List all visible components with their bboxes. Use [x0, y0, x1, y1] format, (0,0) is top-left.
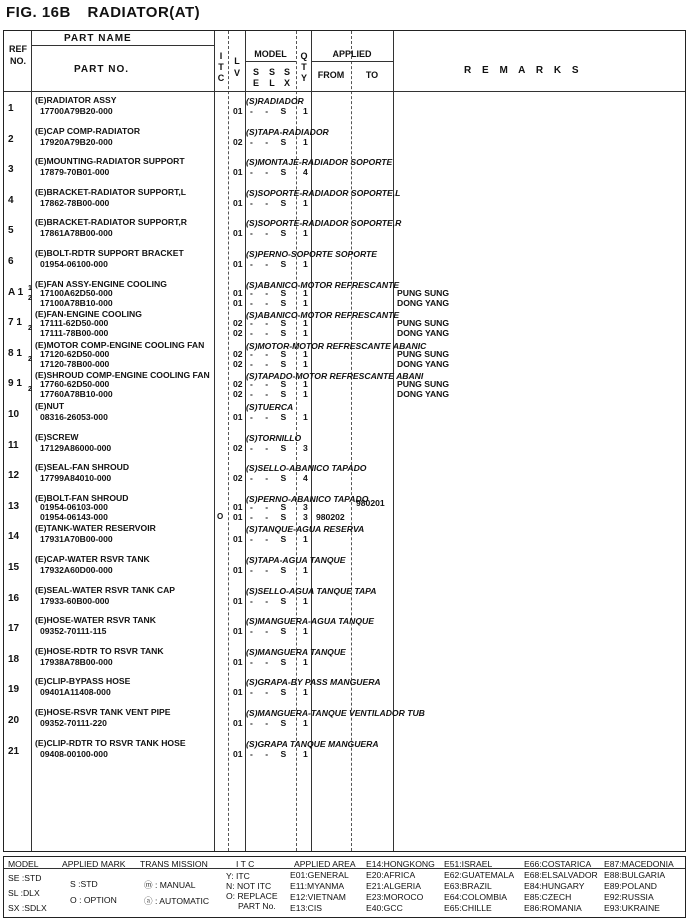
quantity: 1: [303, 412, 308, 422]
ref-number: 4: [8, 194, 14, 206]
spanish-name: (S)MANGUERA TANQUE: [246, 646, 346, 657]
spanish-name: (S)SELLO-ABANICO TAPADO: [246, 463, 367, 474]
table-row: [4, 704, 685, 735]
legend-model: SL :DLX: [8, 888, 40, 898]
model-col-sx: S X: [283, 67, 290, 88]
level: 01: [233, 511, 243, 522]
level: 01: [233, 718, 243, 728]
spanish-name: (S)TUERCA: [246, 402, 294, 412]
ref-number: 3: [8, 164, 14, 176]
part-name: (E)BRACKET-RADIATOR SUPPORT,R: [35, 217, 187, 228]
model-applicability: - - S: [250, 389, 292, 400]
part-number: 01954-06103-000: [40, 501, 108, 512]
level: 01: [233, 167, 243, 178]
table-row: [4, 735, 685, 766]
part-name: (E)NUT: [35, 401, 65, 411]
quantity: 3: [303, 442, 308, 453]
part-name: (E)BOLT-RDTR SUPPORT BRACKET: [35, 248, 184, 258]
header-divider: [31, 45, 214, 46]
area-code: E65:CHILLE: [444, 903, 492, 913]
level: 01: [233, 748, 243, 759]
level: 01: [233, 656, 243, 667]
area-code: E62:GUATEMALA: [444, 870, 515, 880]
level: 02: [233, 358, 243, 369]
ref-number: 1: [8, 103, 14, 114]
level: 02: [233, 379, 243, 390]
model-applicability: - - S: [250, 379, 292, 390]
ref-number: 10: [8, 409, 20, 420]
legend-trans: ⓐ : AUTOMATIC: [144, 896, 210, 906]
spanish-name: (S)SOPORTE-RADIADOR SOPORTE,R: [246, 218, 402, 229]
area-code: E13:CIS: [290, 903, 323, 913]
sub-index: 2: [28, 325, 32, 333]
table-row: [4, 551, 685, 582]
spanish-name: (S)TANQUE-AGUA RESERVA: [246, 524, 365, 535]
remark: PUNG SUNG: [397, 348, 450, 359]
part-name: (E)CAP-WATER RSVR TANK: [35, 554, 150, 564]
model-col-se: S E: [252, 67, 259, 88]
part-name: (E)HOSE-WATER RSVR TANK: [35, 615, 156, 626]
quantity: 1: [303, 534, 308, 545]
table-row: [4, 276, 685, 307]
level: 02: [233, 328, 243, 339]
part-number: 01954-06100-000: [40, 259, 108, 269]
spanish-name: (S)MANGUERA-TANQUE VENTILADOR TUB: [246, 708, 425, 718]
ref-header: REF NO.: [9, 44, 27, 66]
quantity: 1: [303, 595, 308, 606]
quantity: 1: [303, 328, 308, 339]
quantity: 3: [303, 511, 308, 522]
ref-number: 9 1: [8, 378, 22, 390]
table-row: [4, 459, 685, 490]
ref-number: 21: [8, 745, 20, 757]
model-applicability: - - S: [250, 656, 292, 667]
spanish-name: (S)TORNILLO: [246, 432, 302, 443]
table-row: [4, 214, 685, 245]
remark: PUNG SUNG: [397, 287, 450, 298]
ref-number: 16: [8, 592, 20, 604]
level: 02: [233, 473, 243, 484]
model-applicability: - - S: [250, 287, 292, 298]
level: 01: [233, 626, 243, 637]
model-applicability: - - S: [250, 197, 292, 208]
table-row: [4, 123, 685, 154]
legend-area-header: APPLIED AREA: [294, 859, 356, 869]
table-row: [4, 490, 685, 521]
model-applicability: - - S: [250, 565, 292, 575]
part-number: 17799A84010-000: [40, 473, 112, 484]
model-col-sl: S L: [268, 67, 275, 88]
area-code: E14:HONGKONG: [366, 859, 435, 869]
level: 01: [233, 534, 243, 545]
area-code: E64:COLOMBIA: [444, 892, 508, 902]
spanish-name: (S)PERNO-SOPORTE SOPORTE: [246, 249, 377, 259]
model-applicability: - - S: [250, 534, 292, 545]
model-applicability: - - S: [250, 626, 292, 637]
part-number: 17938A78B00-000: [40, 656, 113, 667]
spanish-name: (S)MOTOR-MOTOR REFRESCANTE ABANIC: [246, 340, 427, 351]
model-applicability: - - S: [250, 687, 292, 698]
quantity: 1: [303, 228, 308, 239]
model-applicability: - - S: [250, 358, 292, 369]
part-number: 09408-00100-000: [40, 748, 108, 759]
quantity: 1: [303, 106, 308, 116]
spanish-name: (S)SELLO-AGUA TANQUE TAPA: [246, 585, 377, 596]
sub-index: 2: [28, 355, 32, 363]
model-applicability: - - S: [250, 348, 292, 359]
area-code: E23:MOROCO: [366, 892, 424, 902]
ref-number: 8 1: [8, 347, 22, 359]
quantity: 1: [303, 348, 308, 359]
quantity: 1: [303, 318, 308, 329]
header-divider: [245, 61, 296, 62]
level: 02: [233, 348, 243, 359]
applied-header: APPLIED: [332, 49, 372, 59]
from-header: FROM: [317, 70, 345, 80]
level: 01: [233, 197, 243, 208]
part-number: 17100A62D50-000: [40, 287, 113, 298]
part-name: (E)SEAL-WATER RSVR TANK CAP: [35, 584, 176, 595]
part-number: 17111-62D50-000: [40, 318, 109, 329]
spanish-name: (S)TAPA-RADIADOR: [246, 126, 329, 137]
table-row: [4, 184, 685, 215]
applied-to: 980201: [356, 497, 385, 508]
spanish-name: (S)TAPA-AGUA TANQUE: [246, 555, 346, 565]
level: 02: [233, 136, 243, 147]
figure-title: RADIATOR(AT): [87, 4, 201, 21]
legend-mark: O : OPTION: [70, 895, 117, 905]
area-code: E01:GENERAL: [290, 870, 349, 880]
table-row: [4, 245, 685, 276]
quantity: 1: [303, 656, 308, 667]
model-applicability: - - S: [250, 328, 292, 339]
remark: DONG YANG: [397, 297, 450, 308]
remarks-header: R E M A R K S: [464, 65, 583, 76]
table-row: [4, 306, 685, 337]
legend-trans-header: TRANS MISSION: [140, 859, 208, 869]
area-code: E92:RUSSIA: [604, 892, 654, 902]
part-number: 17700A79B20-000: [40, 106, 113, 116]
quantity: 1: [303, 259, 308, 269]
quantity: 1: [303, 565, 308, 575]
legend-itc-header: I T C: [236, 859, 255, 869]
area-code: E85:CZECH: [524, 892, 572, 902]
spanish-name: (S)SOPORTE-RADIADOR SOPORTE,L: [246, 187, 401, 198]
ref-number: 15: [8, 562, 20, 573]
ref-number: 5: [8, 225, 14, 237]
part-name: (E)BOLT-FAN SHROUD: [35, 492, 129, 503]
table-row: [4, 673, 685, 704]
legend-model: SX :SDLX: [8, 903, 47, 913]
level: 01: [233, 501, 243, 512]
level: 01: [233, 687, 243, 698]
table-row: [4, 398, 685, 429]
spanish-name: (S)RADIADOR: [246, 96, 304, 106]
remark: PUNG SUNG: [397, 379, 450, 390]
level: 01: [233, 287, 243, 298]
part-name: (E)FAN-ENGINE COOLING: [35, 309, 142, 320]
area-code: E63:BRAZIL: [444, 881, 492, 891]
ref-number: 7 1: [8, 317, 22, 329]
part-number: 17920A79B20-000: [40, 136, 113, 147]
quantity: 4: [303, 473, 308, 484]
part-number: 17760-62D50-000: [40, 379, 110, 390]
part-name: (E)HOSE-RDTR TO RSVR TANK: [35, 645, 164, 656]
model-applicability: - - S: [250, 718, 292, 728]
table-row: [4, 520, 685, 551]
part-number: 17931A70B00-000: [40, 534, 113, 545]
qty-header: Q T Y: [300, 51, 308, 83]
model-applicability: - - S: [250, 442, 292, 453]
model-applicability: - - S: [250, 473, 292, 484]
area-code: E51:ISRAEL: [444, 859, 493, 869]
remark: DONG YANG: [397, 389, 450, 400]
quantity: 1: [303, 197, 308, 208]
part-name: (E)HOSE-RSVR TANK VENT PIPE: [35, 707, 171, 717]
sub-index: 2: [28, 386, 32, 394]
part-name: (E)SEAL-FAN SHROUD: [35, 462, 130, 473]
quantity: 1: [303, 379, 308, 390]
legend-model-header: MODEL: [8, 859, 39, 869]
model-applicability: - - S: [250, 167, 292, 178]
part-name: (E)SHROUD COMP-ENGINE COOLING FAN: [35, 370, 210, 381]
part-number: 17760A78B10-000: [40, 389, 113, 400]
quantity: 1: [303, 687, 308, 698]
ref-number: 19: [8, 684, 20, 696]
ref-number: 12: [8, 470, 20, 482]
area-code: E89:POLAND: [604, 881, 658, 891]
area-code: E12:VIETNAM: [290, 892, 346, 902]
quantity: 1: [303, 287, 308, 298]
part-number: 09352-70111-115: [40, 626, 107, 637]
lv-header: L V: [233, 56, 240, 78]
area-code: E68:ELSALVADOR: [524, 870, 598, 880]
part-name-header: PART NAME: [64, 33, 132, 44]
ref-number: 18: [8, 653, 20, 665]
area-code: E86:ROMANIA: [524, 903, 582, 913]
model-applicability: - - S: [250, 136, 292, 147]
part-name: (E)MOUNTING-RADIATOR SUPPORT: [35, 156, 185, 167]
level: 01: [233, 106, 243, 116]
part-number: 01954-06143-000: [40, 511, 108, 522]
part-number: 17879-70B01-000: [40, 167, 110, 178]
table-row: [4, 153, 685, 184]
table-row: [4, 429, 685, 460]
spanish-name: (S)MONTAJE-RADIADOR SOPORTE: [246, 157, 393, 168]
part-number: 17932A60D00-000: [40, 565, 113, 575]
part-name: (E)RADIATOR ASSY: [35, 95, 117, 105]
ref-number: 20: [8, 715, 20, 726]
legend-mark: S :STD: [70, 879, 98, 889]
itc-header: I T C: [217, 51, 225, 83]
ref-number: A 1: [8, 286, 24, 298]
quantity: 1: [303, 389, 308, 400]
spanish-name: (S)ABANICO-MOTOR REFRESCANTE: [246, 279, 400, 290]
quantity: 1: [303, 748, 308, 759]
ref-number: 11: [8, 439, 19, 451]
quantity: 1: [303, 626, 308, 637]
area-code: E84:HUNGARY: [524, 881, 585, 891]
part-number: 09401A11408-000: [40, 687, 111, 698]
level: 02: [233, 318, 243, 329]
sub-index: 2: [28, 294, 32, 302]
model-applicability: - - S: [250, 412, 292, 422]
model-applicability: - - S: [250, 511, 292, 522]
level: 02: [233, 442, 243, 453]
area-code: E88:BULGARIA: [604, 870, 666, 880]
remark: PUNG SUNG: [397, 318, 450, 329]
level: 01: [233, 259, 243, 269]
ref-number: 13: [8, 500, 20, 512]
spanish-name: (S)GRAPA TANQUE MANGUERA: [246, 738, 379, 749]
ref-number: 2: [8, 133, 14, 145]
area-code: E11:MYANMA: [290, 881, 345, 891]
part-number: 17120-62D50-000: [40, 348, 110, 359]
model-applicability: - - S: [250, 259, 292, 269]
part-number: 17111-78B00-000: [40, 328, 109, 339]
spanish-name: (S)MANGUERA-AGUA TANQUE: [246, 616, 374, 627]
part-number: 17861A78B00-000: [40, 228, 113, 239]
area-code: E93:UKRAINE: [604, 903, 660, 913]
table-row: [4, 337, 685, 368]
part-name: (E)CAP COMP-RADIATOR: [35, 125, 141, 136]
to-header: TO: [365, 70, 379, 80]
legend-footer: [3, 856, 686, 918]
quantity: 3: [303, 501, 308, 512]
spanish-name: (S)GRAPA-BY PASS MANGUERA: [246, 677, 381, 688]
level: 01: [233, 565, 243, 575]
part-name: (E)SCREW: [35, 431, 79, 442]
quantity: 1: [303, 358, 308, 369]
table-row: [4, 612, 685, 643]
part-number: 17129A86000-000: [40, 442, 112, 453]
model-applicability: - - S: [250, 297, 292, 308]
quantity: 1: [303, 136, 308, 147]
part-number: 08316-26053-000: [40, 412, 108, 422]
ref-number: 17: [8, 623, 20, 635]
part-name: (E)MOTOR COMP-ENGINE COOLING FAN: [35, 339, 205, 350]
part-number: 09352-70111-220: [40, 718, 107, 728]
model-applicability: - - S: [250, 228, 292, 239]
page-title: [6, 4, 200, 21]
part-name: (E)TANK-WATER RESERVOIR: [35, 523, 156, 534]
area-code: E40:GCC: [366, 903, 403, 913]
legend-trans: ⓜ : MANUAL: [144, 880, 196, 890]
part-number: 17100A78B10-000: [40, 297, 113, 308]
level: 02: [233, 389, 243, 400]
model-applicability: - - S: [250, 318, 292, 329]
level: 01: [233, 228, 243, 239]
ref-number: 14: [8, 531, 20, 543]
level: 01: [233, 595, 243, 606]
part-name: (E)FAN ASSY-ENGINE COOLING: [35, 278, 167, 289]
model-applicability: - - S: [250, 106, 292, 116]
legend-model: SE :STD: [8, 873, 42, 883]
model-applicability: - - S: [250, 501, 292, 512]
part-number: 17862-78B00-000: [40, 197, 110, 208]
ref-number: 6: [8, 256, 14, 267]
area-code: E87:MACEDONIA: [604, 859, 674, 869]
area-code: E20:AFRICA: [366, 870, 416, 880]
part-name: (E)CLIP-RDTR TO RSVR TANK HOSE: [35, 737, 186, 748]
area-code: E66:COSTARICA: [524, 859, 592, 869]
table-row: [4, 582, 685, 613]
spanish-name: (S)ABANICO-MOTOR REFRESCANTE: [246, 310, 400, 321]
table-row: [4, 643, 685, 674]
part-name: (E)BRACKET-RADIATOR SUPPORT,L: [35, 186, 187, 197]
header-divider: [311, 61, 393, 62]
model-header: MODEL: [254, 49, 287, 59]
quantity: 1: [303, 297, 308, 308]
model-applicability: - - S: [250, 748, 292, 759]
part-name: (E)CLIP-BYPASS HOSE: [35, 676, 131, 687]
area-code: E21:ALGERIA: [366, 881, 421, 891]
remark: DONG YANG: [397, 358, 450, 369]
table-row: [4, 367, 685, 398]
legend-itc: Y: ITC N: NOT ITC O: REPLACE PART No.: [226, 871, 278, 911]
level: 01: [233, 412, 243, 422]
model-applicability: - - S: [250, 595, 292, 606]
part-number: 17120-78B00-000: [40, 358, 110, 369]
itc-mark: O: [217, 511, 224, 521]
sub-index: 1: [28, 284, 32, 292]
part-no-header: PART NO.: [74, 64, 130, 75]
spanish-name: (S)PERNO-ABANICO TAPADO: [246, 493, 369, 504]
remark: DONG YANG: [397, 328, 450, 339]
figure-number: FIG. 16B: [6, 4, 71, 21]
parts-table: [3, 30, 686, 852]
part-number: 17933-60B00-000: [40, 595, 110, 606]
legend-applied-header: APPLIED MARK: [62, 859, 126, 869]
spanish-name: (S)TAPADO-MOTOR REFRESCANTE ABANI: [246, 371, 424, 382]
table-row: [4, 92, 685, 123]
applied-from: 980202: [316, 511, 345, 522]
level: 01: [233, 297, 243, 308]
quantity: 1: [303, 718, 308, 728]
quantity: 4: [303, 167, 308, 178]
